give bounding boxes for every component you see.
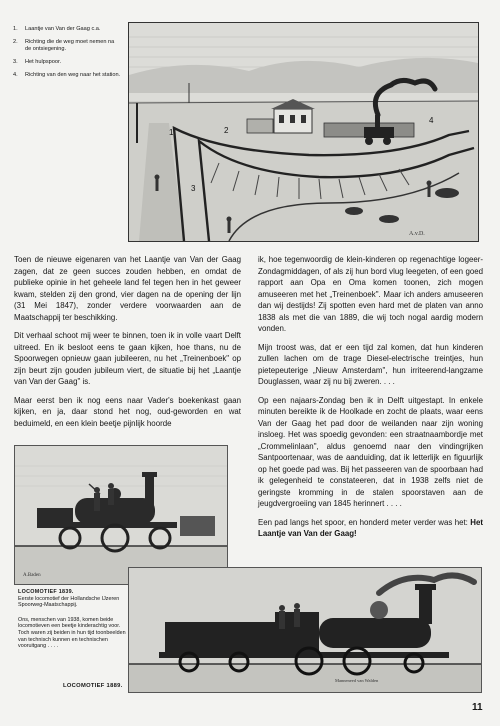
locomotive-caption <box>18 589 128 650</box>
legend-item: 4. Richting van den weg naar het station. <box>13 72 121 78</box>
page-number: 11 <box>472 702 483 713</box>
legend-item: 2. Richting die de weg moet nemen na de ontsiegening. <box>13 39 115 52</box>
locomotive-1889-drawing <box>129 568 481 692</box>
legend-item: 3. Het hulpspoor. <box>13 59 62 65</box>
caption-body: Ons, menschen van 1938, komen beide locomotieven een beetje kinderachtig voor. Toch waren zij beiden in hun tijd toonbeelden van technisch kunnen en technischen vooruitgang . . . . <box>18 616 126 650</box>
railway-engraving-drawing <box>129 23 478 241</box>
caption-subtitle: Eerste locomotief der Hollandsche IJzeren Spoorweg-Maatschappij. <box>18 595 120 609</box>
text-column-left <box>14 254 241 436</box>
paragraph: Maar eerst ben ik nog eens naar Vader's boekenkast gaan kijken, en ja, daar stond het nog, oud-geworden en wat beduimeld, en een klein beetje pijnlijk hoorde <box>14 395 241 428</box>
figure-legend <box>13 26 121 85</box>
paragraph: Dit verhaal schoot mij weer te binnen, toen ik in volle vaart Delft uitreed. En ik besloot eens te gaan kijken, hoe thans, nu de Spoorwegen opnieuw gaan jubileeren, nu het „Treinenboek" op zijn beurt zijn gouden jubileum viert, de situatie bij het „Laantje van Van der Gaag" is. <box>14 331 241 386</box>
locomotive-1839-drawing <box>15 446 227 584</box>
locomotive-1889-caption: LOCOMOTIEF 1889. <box>63 683 123 689</box>
closing-emphasis: Het Laantje van Van der Gaag! <box>258 517 483 538</box>
engraver-mark: A.v.D. <box>409 231 425 237</box>
locomotive-1889-engraving <box>128 567 482 693</box>
legend-item: 1. Laantje van Van der Gaag c.a. <box>13 26 101 32</box>
plate-number-3: 3 <box>191 184 196 193</box>
paragraph: Op een najaars-Zondag ben ik in Delft uitgestapt. In enkele minuten bereikte ik de Hoolkade en zocht de plaats, waar eens Van der Gaag het pad door de weilanden naar zijn woning insloeg. Het was spoedig gevonden: een straatnaambordje met „Crommelinlaan", aldus genoemd naar den vindingrijken Santpoortenaar, was de aanduiding, dat ik letterlijk en figuurlijk op het goede pad was. Bij het passeeren van de spoorbaan had ik gelegenheid te constateeren, dat in 1938 zelfs niet de geringste kromming in de stalen spoorstaven aan de jeugdvergroeiing van 1845 herinnert . . . . <box>258 395 483 508</box>
paragraph: Toen de nieuwe eigenaren van het Laantje van Van der Gaag zagen, dat ze geen succes zouden hebben, en omdat de publieke opinie in het geheele land fel tegen hen in het geweer kwam, stelden zij den grond, vier dagen na de opening der lijn (31 Mei 1847), zonder verdere voorwaarden aan de Maatschappij ter beschikking. <box>14 255 241 322</box>
paragraph: Mijn troost was, dat er een tijd zal komen, dat hun kinderen zullen lachen om de trage Diesel-electrische treintjes, hun pietepeuterige „Nieuw Amsterdam", hun irriteerend-langzame Douglassen, waar zij nu bij zweren. . . . <box>258 342 483 386</box>
closing-paragraph: Een pad langs het spoor, en honderd meter verder was het: Het Laantje van Van der Gaag! <box>258 517 483 538</box>
caption-title: LOCOMOTIEF 1839. <box>18 589 74 595</box>
artist-signature: A.Baden <box>23 573 41 578</box>
locomotive-1839-engraving <box>14 445 228 585</box>
text-column-right <box>258 254 483 547</box>
plate-number-1: 1 <box>169 128 174 137</box>
plate-number-2: 2 <box>224 126 229 135</box>
railway-engraving <box>128 22 479 242</box>
artist-signature: Manneneed van Walden <box>335 678 379 683</box>
paragraph: ik, hoe tegenwoordig de klein-kinderen op regenachtige logeer-Zondagmiddagen, of als zij hun bord vlug leegeten, of een goed rapport aan Opa en Oma komen toonen, zich mogen amuseeren met het „Treinenboek". Maar ich anders amuseeren dan wij destijds! Zij spotten even hard met de platen van anno 1838 als met die van 1889, die wij toch nogal aardig modern vonden. <box>258 255 483 333</box>
plate-number-4: 4 <box>429 116 434 125</box>
